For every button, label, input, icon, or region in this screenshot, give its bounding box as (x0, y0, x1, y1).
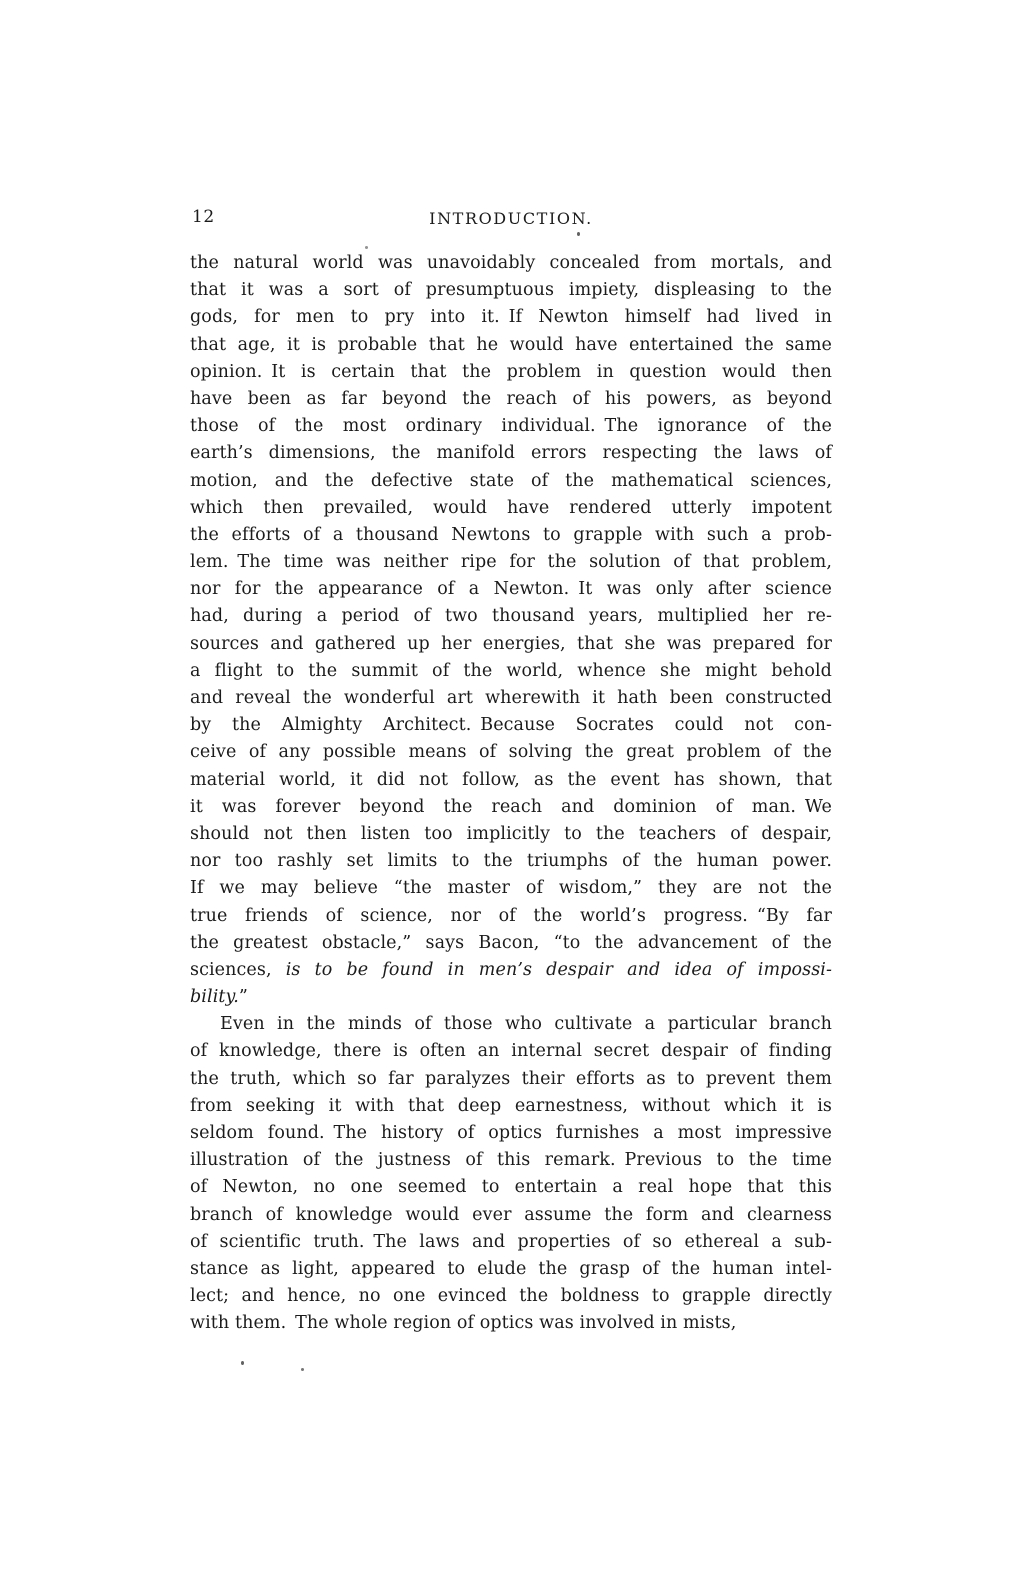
text-segment: the efforts of a thousand Newtons to grapple with such a prob- (190, 524, 832, 545)
text-segment: sciences, (190, 959, 286, 980)
text-segment: a flight to the summit of the world, whence she might behold (190, 660, 832, 681)
text-line (190, 821, 832, 848)
text-line (190, 549, 832, 576)
text-segment: nor too rashly set limits to the triumphs of the human power. (190, 851, 832, 872)
text-line (190, 984, 832, 1011)
text-line (190, 1283, 832, 1310)
text-segment: that age, it is probable that he would have entertained the same (190, 334, 832, 355)
text-line (190, 1120, 832, 1147)
text-segment: which then prevailed, would have rendered utterly impotent (190, 497, 832, 518)
italic-text: bility. (190, 987, 239, 1008)
text-line (190, 930, 832, 957)
text-line (190, 685, 832, 712)
paragraph (190, 250, 832, 1011)
text-line (190, 794, 832, 821)
text-segment: sources and gathered up her energies, that she was prepared for (190, 633, 832, 654)
text-segment: those of the most ordinary individual. The ignorance of the (190, 416, 832, 437)
text-block (190, 250, 832, 1338)
text-segment: motion, and the defective state of the mathematical sciences, (190, 470, 832, 491)
text-segment: the natural world was unavoidably concealed from mortals, and (190, 253, 832, 273)
text-segment: had, during a period of two thousand years, multiplied her re- (190, 606, 832, 627)
text-line (190, 468, 832, 495)
text-line (190, 848, 832, 875)
text-segment: opinion. It is certain that the problem in question would then (190, 361, 832, 382)
text-line (190, 1038, 832, 1065)
text-segment: branch of knowledge would ever assume the form and clearness (190, 1204, 832, 1225)
text-line (190, 359, 832, 386)
text-line (190, 1011, 832, 1038)
text-line (190, 631, 832, 658)
text-segment: and reveal the wonderful art wherewith it hath been constructed (190, 688, 832, 708)
text-segment: of knowledge, there is often an internal secret despair of finding (190, 1041, 832, 1062)
page-header (190, 207, 832, 231)
text-segment: stance as light, appeared to elude the grasp of the human intel- (190, 1258, 832, 1279)
text-segment: have been as far beyond the reach of his powers, as beyond (190, 388, 832, 409)
text-segment: material world, it did not follow, as the event has shown, that (190, 769, 832, 790)
paragraph (190, 1011, 832, 1337)
text-segment: with them. The whole region of optics was involved in mists, (190, 1313, 737, 1334)
text-line (190, 1202, 832, 1229)
text-segment: If we may believe “the master of wisdom,” they are not the (190, 878, 832, 899)
text-line (190, 332, 832, 359)
text-line (190, 277, 832, 304)
text-segment: earth’s dimensions, the manifold errors respecting the laws of (190, 443, 832, 464)
text-line (190, 875, 832, 902)
text-segment: of Newton, no one seemed to entertain a real hope that this (190, 1177, 832, 1198)
text-line (190, 767, 832, 794)
text-line (190, 1066, 832, 1093)
text-line (190, 495, 832, 522)
text-segment: should not then listen too implicitly to the teachers of despair, (190, 823, 832, 844)
text-segment: the truth, which so far paralyzes their efforts as to prevent them (190, 1068, 832, 1089)
text-line (190, 603, 832, 630)
text-line (190, 250, 832, 277)
text-segment: of scientific truth. The laws and properties of so ethereal a sub- (190, 1231, 832, 1252)
text-segment: seldom found. The history of optics furnishes a most impressive (190, 1123, 832, 1143)
scan-speck (365, 246, 368, 249)
scan-speck (301, 1368, 304, 1371)
text-line (190, 1174, 832, 1201)
text-line (190, 903, 832, 930)
text-segment: that it was a sort of presumptuous impiety, displeasing to the (190, 280, 832, 301)
scan-speck (577, 232, 580, 236)
italic-text: is to be found in men’s despair and idea of impossi- (285, 959, 832, 980)
text-segment: ” (238, 987, 248, 1008)
text-line (190, 658, 832, 685)
text-line (190, 1147, 832, 1174)
text-line (190, 1229, 832, 1256)
text-segment: Even in the minds of those who cultivate a particular branch (220, 1014, 832, 1035)
text-line (190, 386, 832, 413)
text-segment: it was forever beyond the reach and dominion of man. We (190, 796, 832, 817)
running-head: INTRODUCTION. (429, 209, 593, 228)
text-line (190, 413, 832, 440)
text-line (190, 576, 832, 603)
text-segment: from seeking it with that deep earnestness, without which it is (190, 1095, 832, 1116)
text-segment: the greatest obstacle,” says Bacon, “to the advancement of the (190, 932, 832, 953)
text-segment: true friends of science, nor of the world’s progress. “By far (190, 905, 832, 926)
text-segment: ceive of any possible means of solving the great problem of the (190, 742, 832, 763)
text-line (190, 1310, 832, 1337)
text-line (190, 739, 832, 766)
text-line (190, 1093, 832, 1120)
text-line (190, 712, 832, 739)
text-segment: gods, for men to pry into it. If Newton himself had lived in (190, 307, 832, 328)
text-segment: by the Almighty Architect. Because Socrates could not con- (190, 715, 832, 736)
scan-speck (241, 1361, 244, 1365)
page-number: 12 (192, 207, 215, 227)
text-segment: illustration of the justness of this remark. Previous to the time (190, 1150, 832, 1171)
text-line (190, 304, 832, 331)
text-segment: lem. The time was neither ripe for the solution of that problem, (190, 552, 832, 573)
text-line (190, 957, 832, 984)
text-line (190, 440, 832, 467)
text-line (190, 1256, 832, 1283)
text-segment: lect; and hence, no one evinced the boldness to grapple directly (190, 1286, 832, 1307)
text-segment: nor for the appearance of a Newton. It was only after science (190, 579, 832, 600)
text-line (190, 522, 832, 549)
